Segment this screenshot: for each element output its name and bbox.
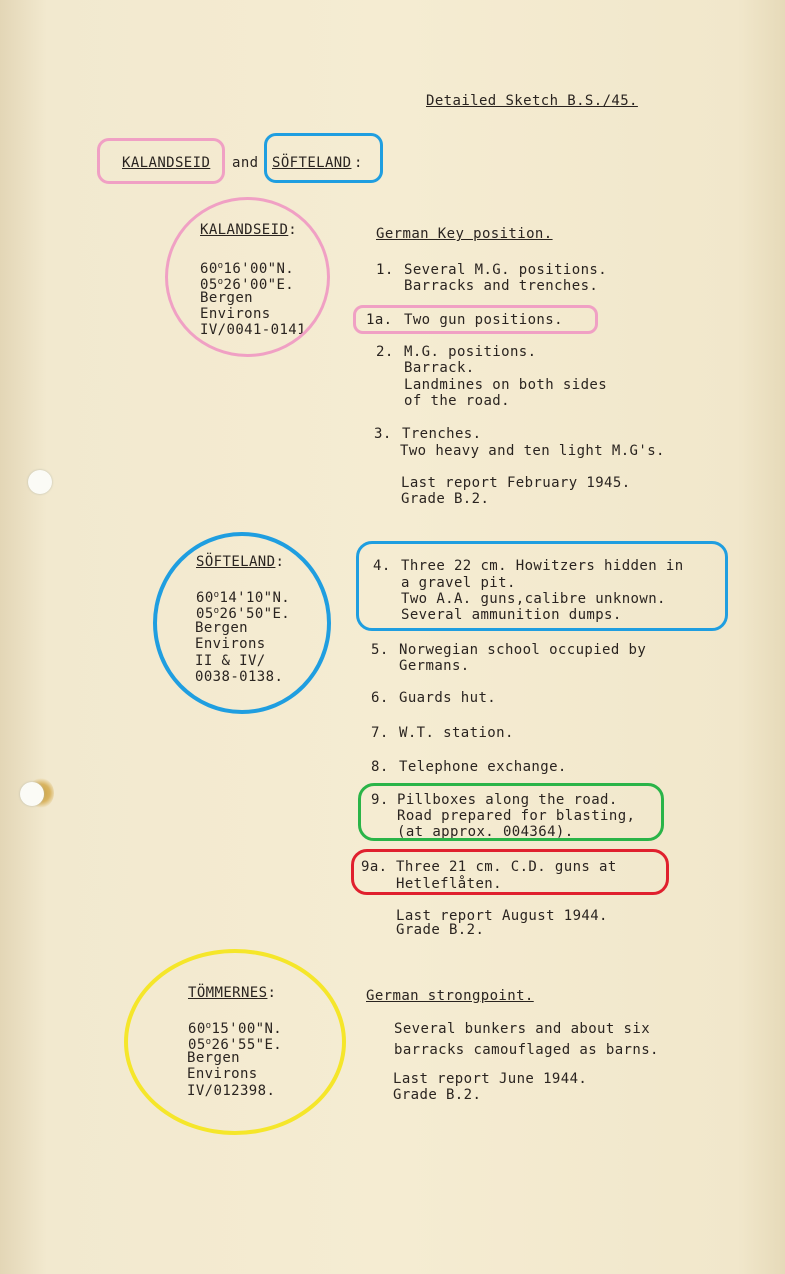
description-line: Several bunkers and about six [394,1021,651,1037]
item-line: Three 21 cm. C.D. guns at [396,859,617,875]
heading-colon: : [354,155,363,171]
blue-highlight-softeland-heading [264,133,383,183]
document-title: Detailed Sketch B.S./45. [426,93,638,109]
location-line: IV/012398. [187,1083,276,1099]
location-line: IV/0041-0141 [200,322,306,338]
item-line: Road prepared for blasting, [397,808,636,824]
item-line: Several ammunition dumps. [401,607,622,623]
degree-mark: o [217,261,224,271]
item-number: 3. [374,426,392,442]
item-number: 9a. [361,859,388,875]
lon-deg: 05 [188,1037,206,1053]
location-name: KALANDSEID [200,222,289,238]
item-line: Barrack. [404,360,475,376]
location-line: Environs [200,306,271,322]
item-number: 8. [371,759,389,775]
location-name: SÖFTELAND [196,554,276,570]
item-number: 6. [371,690,389,706]
lat-deg: 60 [188,1021,206,1037]
item-line: Telephone exchange. [399,759,567,775]
lon-deg: 05 [200,277,218,293]
item-line: Several M.G. positions. [404,262,608,278]
location-colon: : [275,554,285,570]
location-line: Bergen [200,290,253,306]
description-line: barracks camouflaged as barns. [394,1042,659,1058]
item-line: a gravel pit. [401,575,516,591]
lat-deg: 60 [196,590,214,606]
item-number: 2. [376,344,394,360]
pink-highlight-item-1a [353,305,598,334]
item-number: 9. [371,792,389,808]
location-line: 0038-0138. [195,669,284,685]
item-number: 5. [371,642,389,658]
yellow-circle-tommernes [124,949,346,1135]
item-line: Germans. [399,658,470,674]
location-line: II & IV/ [195,653,266,669]
item-number: 1a. [366,312,393,328]
location-colon: : [288,222,298,238]
report-grade: Grade B.2. [396,922,485,938]
punch-hole-top [28,470,52,494]
location-line: Bergen [187,1050,240,1066]
item-line: Trenches. [402,426,482,442]
report-grade: Grade B.2. [401,491,490,507]
item-line: Two heavy and ten light M.G's. [400,443,665,459]
degree-mark: o [213,590,220,600]
blue-highlight-item-4 [356,541,728,631]
degree-mark: o [205,1037,212,1047]
location-name: TÖMMERNES [188,985,268,1001]
report-line: Last report August 1944. [396,908,608,924]
item-line: Barracks and trenches. [404,278,599,294]
item-line: Landmines on both sides [404,377,608,393]
item-line: M.G. positions. [404,344,537,360]
location-line: Bergen [195,620,248,636]
punch-hole-bottom [20,782,44,806]
lon-rest: 26'00"E. [223,277,295,293]
red-highlight-item-9a [351,849,669,895]
lon-deg: 05 [196,606,214,622]
blue-circle-softeland [153,532,331,714]
degree-mark: o [205,1021,212,1031]
lat-rest: 16'00"N. [223,261,295,277]
report-grade: Grade B.2. [393,1087,482,1103]
item-number: 7. [371,725,389,741]
heading-and: and [232,155,259,171]
location-line: Environs [187,1066,258,1082]
report-line: Last report February 1945. [401,475,631,491]
degree-mark: o [217,277,224,287]
item-line: Pillboxes along the road. [397,792,618,808]
lat-deg: 60 [200,261,218,277]
lon-rest: 26'55"E. [211,1037,283,1053]
pink-highlight-kalandseid-heading [97,138,225,184]
item-line: Guards hut. [399,690,497,706]
lat-rest: 14'10"N. [219,590,291,606]
section-title: German strongpoint. [366,988,534,1004]
item-line: Two A.A. guns,calibre unknown. [401,591,666,607]
degree-mark: o [213,606,220,616]
location-line: Environs [195,636,266,652]
item-line: of the road. [404,393,510,409]
item-line: Two gun positions. [404,312,563,328]
item-line: Norwegian school occupied by [399,642,647,658]
item-line: W.T. station. [399,725,514,741]
item-line: Hetleflåten. [396,876,502,892]
item-number: 4. [373,558,391,574]
pink-circle-kalandseid [165,197,330,357]
location-colon: : [267,985,277,1001]
item-line: Three 22 cm. Howitzers hidden in [401,558,684,574]
item-number: 1. [376,262,394,278]
lon-rest: 26'50"E. [219,606,291,622]
section-title: German Key position. [376,226,553,242]
heading-place-2: SÖFTELAND [272,155,352,171]
green-highlight-item-9 [358,783,664,841]
lat-rest: 15'00"N. [211,1021,283,1037]
item-line: (at approx. 004364). [397,824,574,840]
heading-place-1: KALANDSEID [122,155,211,171]
report-line: Last report June 1944. [393,1071,588,1087]
